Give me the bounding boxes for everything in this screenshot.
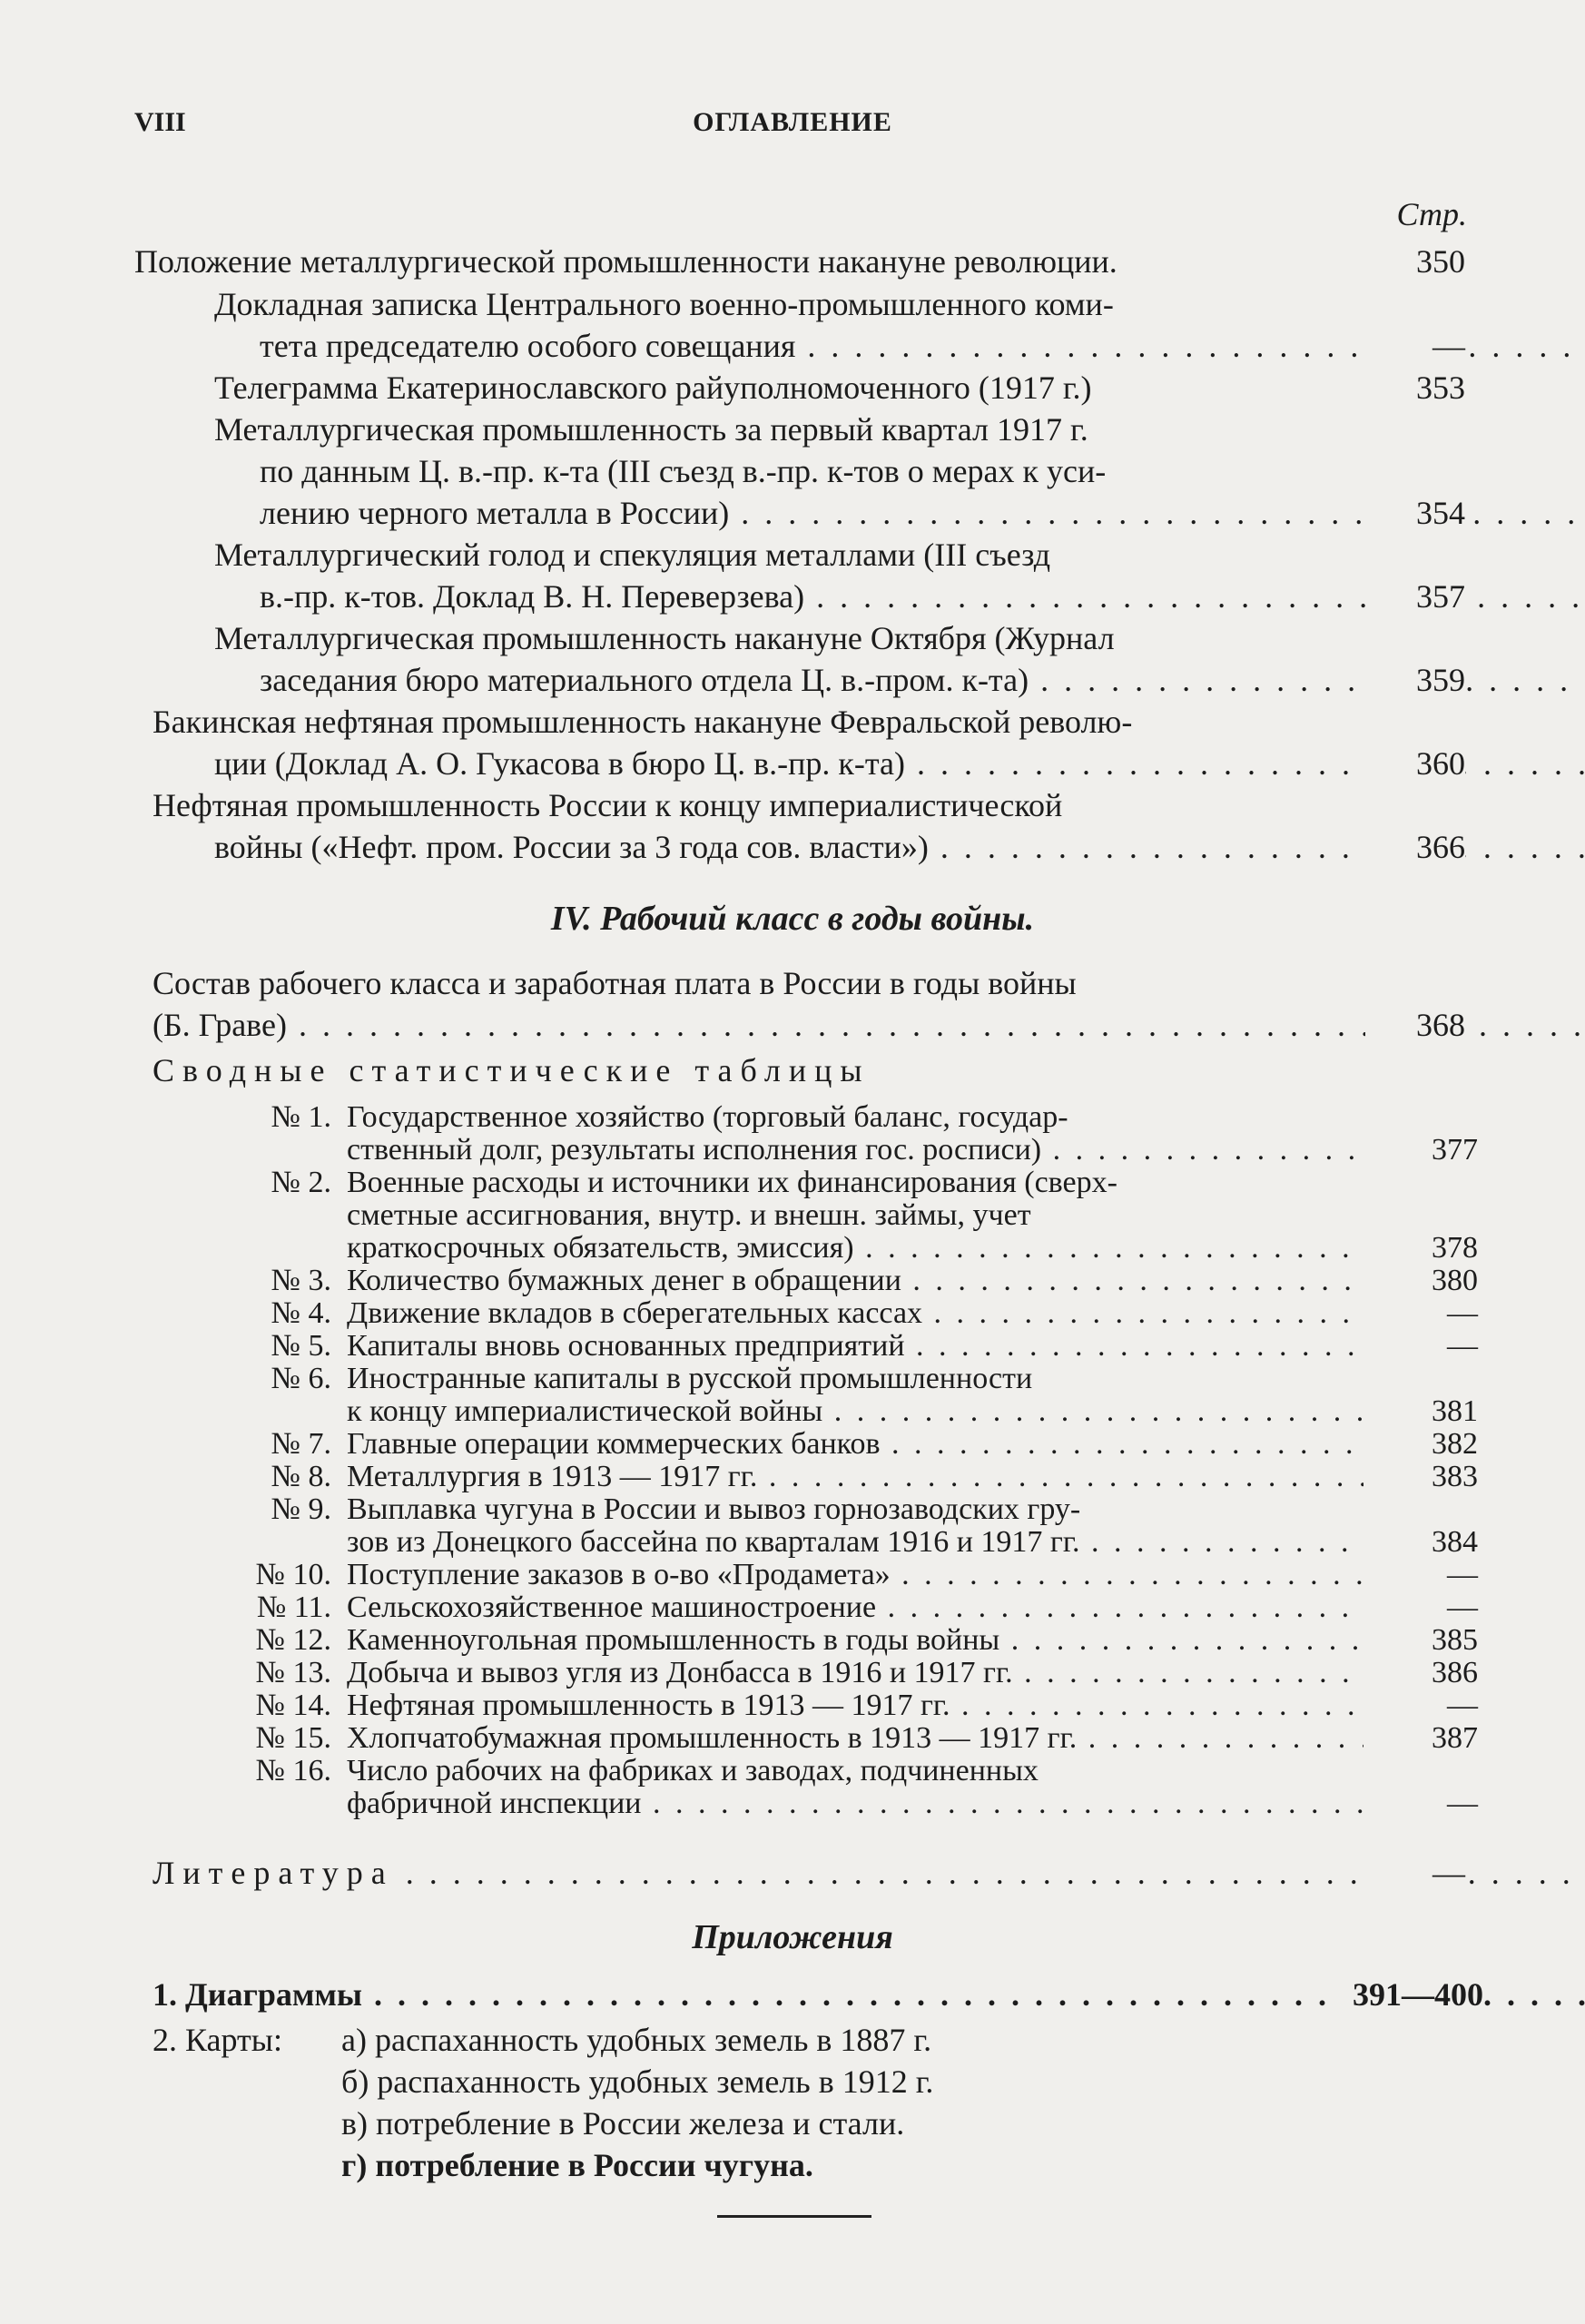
maps-label: 2. Карты: [153, 2022, 282, 2058]
table-number: № 3. [271, 1264, 331, 1297]
toc-entry-text: Бакинская нефтяная промышленность накануне Февральской револю- [153, 704, 1133, 740]
appendix-title: Приложения [692, 1918, 893, 1956]
toc-entry-text: войны («Нефт. пром. России за 3 года сов. власти») . . . [214, 826, 1585, 868]
toc-entry [260, 492, 1465, 534]
table-title-line: Выплавка чугуна в России и вывоз горнозаводских гру- [347, 1493, 1081, 1526]
toc-entry-text: Металлургический голод и спекуляция металлами (III съезд [214, 537, 1051, 573]
toc-entry [153, 1049, 1460, 1091]
toc-entry-page: 368 [1365, 1004, 1465, 1046]
toc-entry [260, 450, 1460, 492]
table-title-line: Количество бумажных денег в обращении . . . [347, 1265, 1363, 1297]
toc-entry-page: 353 [1365, 367, 1465, 409]
table-number: № 15. [255, 1721, 331, 1755]
table-number: № 5. [271, 1329, 331, 1363]
toc-entry [214, 409, 1460, 450]
toc-entry-page: 359 [1365, 659, 1465, 701]
literature-page: — [1365, 1852, 1465, 1894]
table-number: № 9. [271, 1492, 331, 1526]
table-number: № 1. [271, 1100, 331, 1134]
toc-entry-text: заседания бюро материального отдела Ц. в.-пром. к-та) . . . [260, 659, 1585, 701]
table-title-line: Иностранные капиталы в русской промышленности [347, 1363, 1033, 1395]
toc-entry-page: — [1365, 325, 1465, 367]
table-number: № 2. [271, 1166, 331, 1199]
closing-rule [717, 2215, 871, 2218]
table-number: № 4. [271, 1296, 331, 1330]
table-number: № 7. [271, 1427, 331, 1461]
toc-entry-text: лению черного металла в России) . . . [260, 492, 1585, 534]
table-number: № 11. [256, 1590, 331, 1624]
table-title-line: краткосрочных обязательств, эмиссия) . . . [347, 1232, 1363, 1265]
page-column-label: Стр. [1396, 196, 1467, 232]
toc-entry-text: Сводные статистические таблицы [153, 1052, 871, 1088]
table-title-line: фабричной инспекции . . . [347, 1787, 1363, 1820]
toc-entry [153, 962, 1460, 1004]
toc-entry [214, 826, 1465, 868]
toc-entry [134, 241, 1465, 282]
table-title-line: Число рабочих на фабриках и заводах, подчиненных [347, 1755, 1039, 1787]
diagrams-page: 391—400 [1329, 1974, 1483, 2015]
toc-entry-text: Положение металлургической промышленности накануне революции. [134, 243, 1117, 280]
literature-text: Литература . . . [153, 1852, 1585, 1894]
table-title-line: к концу империалистической войны . . . [347, 1395, 1363, 1428]
toc-entry-text: (Б. Граве) . . . [153, 1004, 1585, 1046]
table-title-line: зов из Донецкого бассейна по кварталам 1916 и 1917 гг. . . . [347, 1526, 1363, 1559]
table-page: — [1447, 1296, 1478, 1330]
table-page: 383 [1432, 1460, 1478, 1493]
table-title-line: Движение вкладов в сберегательных кассах . . . [347, 1297, 1363, 1330]
toc-entry-page: 350 [1365, 241, 1465, 282]
table-page: 384 [1432, 1525, 1478, 1559]
map-item: г) потребление в России чугуна. [341, 2147, 813, 2183]
table-number: № 8. [271, 1460, 331, 1493]
table-title-line: Металлургия в 1913 — 1917 гг. . . . [347, 1461, 1363, 1493]
table-page: 381 [1432, 1394, 1478, 1428]
toc-entry [153, 1004, 1465, 1046]
toc-entry [260, 325, 1465, 367]
map-item: а) распаханность удобных земель в 1887 г. [341, 2022, 932, 2058]
table-page: — [1447, 1590, 1478, 1624]
table-title-line: Хлопчатобумажная промышленность в 1913 — 1917 гг. . . . [347, 1722, 1363, 1755]
table-number: № 14. [255, 1689, 331, 1722]
toc-entry-text: Телеграмма Екатеринославского райуполномоченного (1917 г.) [214, 369, 1092, 406]
toc-entry-text: тета председателю особого совещания . . . [260, 325, 1585, 367]
table-title-line: Военные расходы и источники их финансирования (сверх- [347, 1167, 1117, 1199]
page-title: ОГЛАВЛЕНИЕ [693, 107, 892, 137]
table-page: 380 [1432, 1264, 1478, 1297]
toc-entry [260, 659, 1465, 701]
table-title-line: Нефтяная промышленность в 1913 — 1917 гг. . . . [347, 1689, 1363, 1722]
map-item: в) потребление в России железа и стали. [341, 2105, 905, 2142]
table-title-line: Капиталы вновь основанных предприятий . . . [347, 1330, 1363, 1363]
toc-entry-page: 366 [1365, 826, 1465, 868]
toc-entry-page: 354 [1365, 492, 1465, 534]
toc-entry-page: 357 [1365, 576, 1465, 617]
table-title-line: Главные операции коммерческих банков . . . [347, 1428, 1363, 1461]
toc-entry [214, 617, 1460, 659]
table-title-line: Сельскохозяйственное машиностроение . . . [347, 1591, 1363, 1624]
toc-entry-text: Металлургическая промышленность за первый квартал 1917 г. [214, 411, 1088, 448]
table-number: № 16. [255, 1754, 331, 1787]
section-title: IV. Рабочий класс в годы войны. [550, 900, 1035, 938]
table-title-line: сметные ассигнования, внутр. и внешн. займы, учет [347, 1199, 1031, 1232]
toc-entry-text: по данным Ц. в.-пр. к-та (III съезд в.-пр. к-тов о мерах к уси- [260, 453, 1107, 489]
toc-entry-text: Металлургическая промышленность накануне Октября (Журнал [214, 620, 1115, 656]
table-title-line: Государственное хозяйство (торговый баланс, государ- [347, 1101, 1068, 1134]
toc-entry [153, 784, 1460, 826]
table-page: 385 [1432, 1623, 1478, 1657]
table-title-line: ственный долг, результаты исполнения гос. росписи) . . . [347, 1134, 1363, 1167]
table-number: № 12. [255, 1623, 331, 1657]
table-page: — [1447, 1558, 1478, 1591]
table-page: — [1447, 1329, 1478, 1363]
toc-entry [214, 534, 1460, 576]
toc-entry-text: Состав рабочего класса и заработная плата в России в годы войны [153, 965, 1077, 1001]
table-page: 386 [1432, 1656, 1478, 1689]
table-page: 387 [1432, 1721, 1478, 1755]
literature-entry [153, 1852, 1465, 1894]
table-title-line: Каменноугольная промышленность в годы войны . . . [347, 1624, 1363, 1657]
diagrams-text: 1. Диаграммы . . . [153, 1974, 1585, 2015]
table-page: 378 [1432, 1231, 1478, 1265]
page-number: VIII [134, 107, 186, 137]
table-number: № 13. [255, 1656, 331, 1689]
toc-entry [214, 367, 1465, 409]
table-number: № 10. [255, 1558, 331, 1591]
toc-entry [153, 701, 1460, 743]
table-title-line: Поступление заказов в о-во «Продамета» . . . [347, 1559, 1363, 1591]
diagrams-entry [153, 1974, 1483, 2015]
toc-entry-text: в.-пр. к-тов. Доклад В. Н. Переверзева) . . . [260, 576, 1585, 617]
toc-entry [214, 743, 1465, 784]
toc-entry-page: 360 [1365, 743, 1465, 784]
toc-entry [214, 283, 1460, 325]
table-page: — [1447, 1689, 1478, 1722]
toc-entry-text: Нефтяная промышленность России к концу империалистической [153, 787, 1063, 823]
table-page: 382 [1432, 1427, 1478, 1461]
table-title-line: Добыча и вывоз угля из Донбасса в 1916 и 1917 гг. . . . [347, 1657, 1363, 1689]
table-page: 377 [1432, 1133, 1478, 1167]
toc-entry [260, 576, 1465, 617]
table-page: — [1447, 1787, 1478, 1820]
table-number: № 6. [271, 1362, 331, 1395]
map-item: б) распаханность удобных земель в 1912 г. [341, 2063, 934, 2100]
toc-entry-text: Докладная записка Центрального военно-промышленного коми- [214, 286, 1114, 322]
toc-entry-text: ции (Доклад А. О. Гукасова в бюро Ц. в.-пр. к-та) . . . [214, 743, 1585, 784]
